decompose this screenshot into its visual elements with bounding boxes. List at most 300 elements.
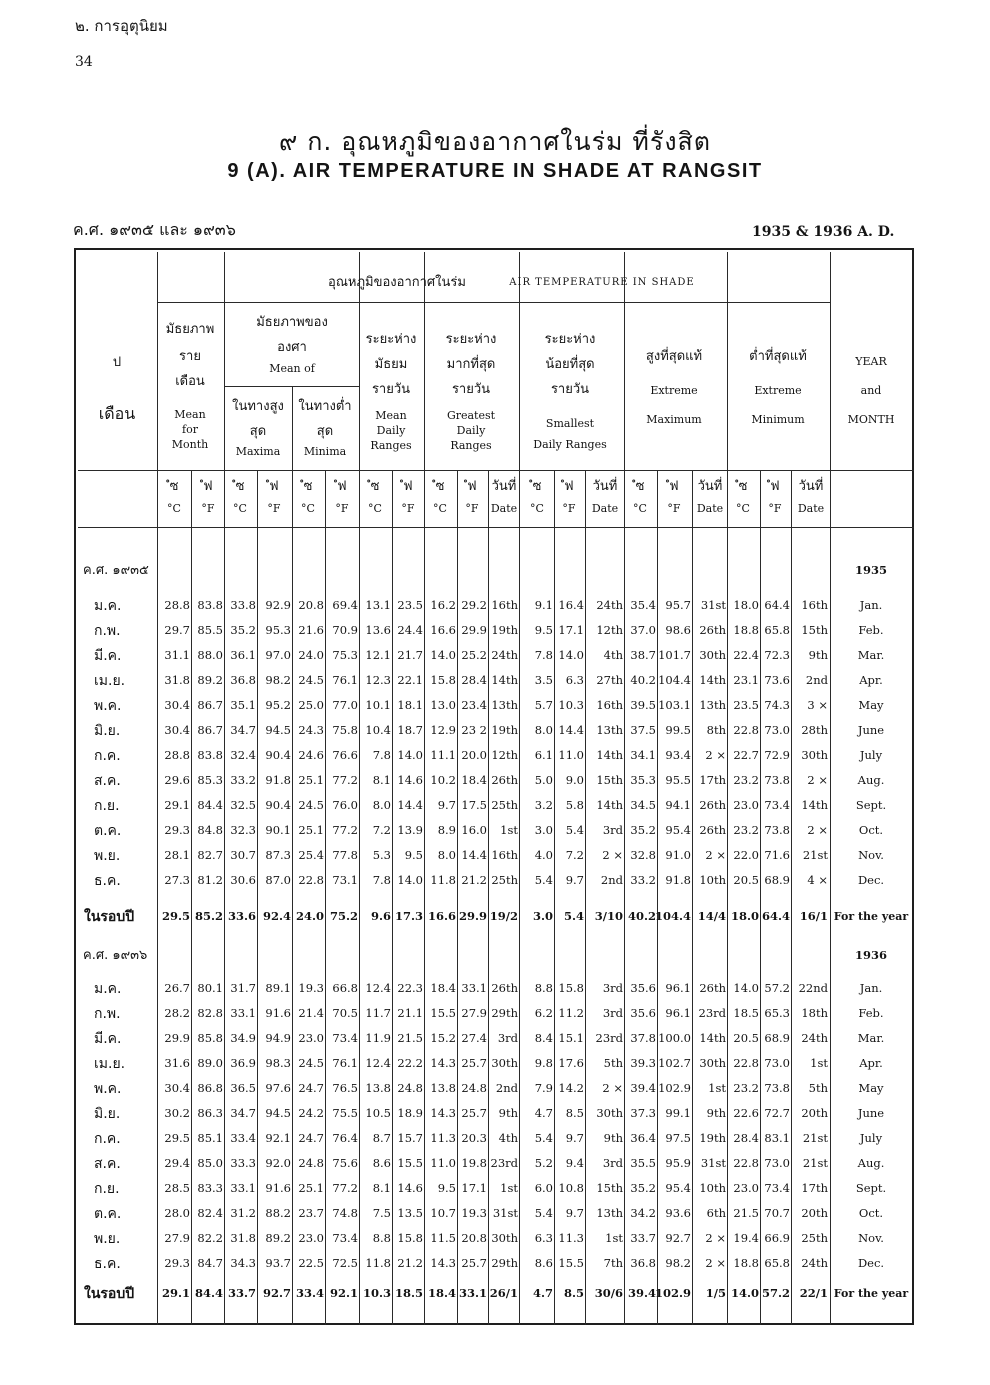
unit-label-thai: ํฟ	[669, 479, 679, 494]
table-cell: 8.5	[563, 1286, 584, 1300]
table-cell: 73.0	[764, 1156, 790, 1170]
table-cell: 90.4	[265, 798, 291, 812]
table-cell: 36.8	[230, 673, 256, 687]
table-cell: 22nd	[798, 981, 828, 995]
table-cell: 14th	[699, 1031, 726, 1045]
table-cell: 9.5	[437, 1181, 456, 1195]
column-header-label: Maxima	[235, 445, 281, 458]
column-rule	[157, 252, 158, 1325]
table-cell: 33.3	[230, 1156, 256, 1170]
table-cell: 74.8	[332, 1206, 358, 1220]
table-cell: 36.1	[230, 648, 256, 662]
unit-label: °F	[401, 502, 415, 515]
table-cell: 22.5	[298, 1256, 324, 1270]
table-cell: 77.8	[332, 848, 358, 862]
table-cell: 94.1	[665, 798, 691, 812]
table-cell: 7th	[603, 1256, 623, 1270]
table-cell: 83.8	[197, 598, 223, 612]
table-cell: 32.8	[630, 848, 656, 862]
table-cell: 77.2	[332, 1181, 358, 1195]
table-cell: 28.2	[164, 1006, 190, 1020]
month-label-thai: ธ.ค.	[94, 1256, 121, 1272]
table-cell: 7.2	[565, 848, 584, 862]
table-cell: 13.9	[397, 823, 423, 837]
table-cell: 16th	[801, 598, 828, 612]
table-cell: 73.8	[764, 1081, 790, 1095]
table-cell: 18.0	[733, 598, 759, 612]
table-cell: 5.8	[565, 798, 584, 812]
table-cell: 16/1	[799, 909, 828, 923]
table-cell: 71.6	[764, 848, 790, 862]
table-cell: 10th	[699, 1181, 726, 1195]
table-cell: 18.7	[397, 723, 423, 737]
table-cell: 91.0	[665, 848, 691, 862]
column-rule	[791, 470, 792, 1325]
table-cell: 23.2	[733, 773, 759, 787]
table-cell: 34.7	[230, 1106, 256, 1120]
table-cell: 24.5	[298, 1056, 324, 1070]
table-cell: 9.7	[565, 1131, 584, 1145]
column-header-label: มัธยม	[374, 357, 408, 372]
row-rule	[224, 386, 359, 387]
years-label-english: 1935 & 1936 A. D.	[752, 224, 895, 240]
column-header-label: ระยะห่าง	[365, 332, 417, 347]
table-cell: 72.5	[332, 1256, 358, 1270]
table-cell: 39.4	[630, 1081, 656, 1095]
table-cell: 30.7	[230, 848, 256, 862]
month-label-english: Feb.	[858, 1006, 884, 1020]
table-cell: 24th	[596, 598, 623, 612]
table-cell: 76.6	[332, 748, 358, 762]
unit-label-thai: วันที่	[592, 479, 618, 494]
column-header-label: ระยะห่าง	[445, 332, 497, 347]
table-cell: 2 ×	[705, 1231, 726, 1245]
table-cell: 24.4	[397, 623, 423, 637]
table-cell: 30th	[491, 1231, 518, 1245]
table-cell: 34.5	[630, 798, 656, 812]
unit-label: °F	[335, 502, 349, 515]
table-cell: 83.8	[197, 748, 223, 762]
table-cell: 27.9	[461, 1006, 487, 1020]
table-cell: 17th	[699, 773, 726, 787]
data-table	[74, 248, 914, 1325]
table-cell: 25th	[491, 798, 518, 812]
table-cell: 8th	[706, 723, 726, 737]
table-cell: 24.0	[298, 648, 324, 662]
table-cell: 83.1	[764, 1131, 790, 1145]
column-header-label: for	[182, 423, 198, 436]
table-cell: 73.4	[332, 1031, 358, 1045]
unit-label: °C	[233, 502, 247, 515]
table-cell: 91.6	[265, 1181, 291, 1195]
table-cell: 31.7	[230, 981, 256, 995]
column-header-label: ระยะห่าง	[544, 332, 596, 347]
table-cell: 29.1	[164, 798, 190, 812]
table-cell: 24th	[801, 1031, 828, 1045]
column-header-label: องศา	[277, 340, 307, 355]
table-cell: 24.2	[298, 1106, 324, 1120]
table-cell: 16.6	[430, 623, 456, 637]
table-cell: 84.7	[197, 1256, 223, 1270]
table-cell: 6.3	[534, 1231, 553, 1245]
table-cell: 33.1	[461, 981, 487, 995]
table-cell: 7.2	[372, 823, 391, 837]
table-cell: 2 ×	[807, 773, 828, 787]
table-cell: 8.8	[372, 1231, 391, 1245]
table-cell: 88.0	[197, 648, 223, 662]
table-cell: 3rd	[602, 823, 623, 837]
table-cell: 82.7	[197, 848, 223, 862]
table-cell: 86.7	[197, 698, 223, 712]
table-cell: 5.2	[534, 1156, 553, 1170]
table-cell: 1/5	[705, 1286, 726, 1300]
table-cell: 76.0	[332, 798, 358, 812]
table-cell: 92.7	[262, 1286, 291, 1300]
table-cell: 30th	[596, 1106, 623, 1120]
table-cell: 26th	[491, 981, 518, 995]
column-rule	[585, 470, 586, 1325]
month-label-thai: ก.ค.	[94, 748, 121, 764]
unit-label: °C	[433, 502, 447, 515]
table-cell: 9.6	[370, 909, 391, 923]
table-cell: 85.2	[194, 909, 223, 923]
table-cell: 30.4	[164, 698, 190, 712]
table-cell: 29.9	[164, 1031, 190, 1045]
month-label-english: Dec.	[857, 873, 885, 887]
table-cell: 73.0	[764, 1056, 790, 1070]
unit-label: °C	[301, 502, 315, 515]
super-header-thai: อุณหภูมิของอากาศในร่ม	[328, 275, 466, 290]
table-cell: 3rd	[602, 981, 623, 995]
column-header-label: Minima	[303, 445, 347, 458]
table-cell: 11.8	[430, 873, 456, 887]
table-cell: 24th	[491, 648, 518, 662]
table-cell: 34.2	[630, 1206, 656, 1220]
table-cell: 94.5	[265, 1106, 291, 1120]
column-header-label: Extreme	[754, 384, 802, 397]
month-label-thai: พ.ย.	[94, 1231, 121, 1247]
table-cell: 15.8	[558, 981, 584, 995]
month-label-english: July	[859, 1131, 883, 1145]
table-cell: 35.2	[230, 623, 256, 637]
table-cell: 29.3	[164, 823, 190, 837]
table-cell: 80.1	[197, 981, 223, 995]
table-cell: 16.0	[461, 823, 487, 837]
month-label-english: Sept.	[855, 798, 887, 812]
column-header-label: สุด	[316, 424, 334, 439]
table-cell: 30.6	[230, 873, 256, 887]
table-cell: 34.1	[630, 748, 656, 762]
table-cell: 18.9	[397, 1106, 423, 1120]
month-label-english: May	[858, 1081, 884, 1095]
table-cell: 30th	[699, 1056, 726, 1070]
table-cell: 23 2	[461, 723, 487, 737]
table-cell: 102.9	[654, 1286, 691, 1300]
unit-label-thai: ํฟ	[203, 479, 213, 494]
table-cell: 17.1	[461, 1181, 487, 1195]
column-header-label: ราย	[179, 349, 201, 364]
month-label-english: Aug.	[857, 1156, 885, 1170]
table-cell: 38.7	[630, 648, 656, 662]
table-cell: 31st	[492, 1206, 518, 1220]
month-label-thai: ในรอบปี	[84, 909, 135, 925]
table-cell: 4 ×	[807, 873, 828, 887]
table-cell: 73.0	[764, 723, 790, 737]
table-cell: 31st	[700, 1156, 726, 1170]
table-cell: 8.1	[372, 773, 391, 787]
table-cell: 69.4	[332, 598, 358, 612]
table-cell: 19th	[699, 1131, 726, 1145]
table-cell: 95.9	[665, 1156, 691, 1170]
column-header-label: ต่ำที่สุดแท้	[749, 349, 807, 364]
table-cell: 82.2	[197, 1231, 223, 1245]
unit-label-thai: ํฟ	[269, 479, 279, 494]
month-label-english: Apr.	[859, 1056, 883, 1070]
table-cell: 11.1	[430, 748, 456, 762]
table-cell: 57.2	[764, 981, 790, 995]
table-cell: 5.4	[565, 823, 584, 837]
table-cell: 76.1	[332, 673, 358, 687]
table-cell: 27.9	[164, 1231, 190, 1245]
column-header-label: มัธยภาพ	[165, 322, 215, 337]
table-cell: 20.5	[733, 1031, 759, 1045]
column-header-label: YEAR	[855, 355, 887, 368]
table-cell: 28.1	[164, 848, 190, 862]
table-cell: 11.2	[558, 1006, 584, 1020]
table-cell: 73.8	[764, 823, 790, 837]
column-header-label: Maximum	[646, 413, 702, 426]
table-cell: 31.8	[230, 1231, 256, 1245]
table-cell: 28th	[801, 723, 828, 737]
table-cell: 3rd	[602, 1006, 623, 1020]
column-header-label: Daily Ranges	[533, 438, 607, 451]
table-cell: 4.7	[532, 1286, 553, 1300]
table-cell: 14.0	[397, 748, 423, 762]
table-cell: 26/1	[489, 1286, 518, 1300]
table-cell: 91.8	[265, 773, 291, 787]
month-label-thai: ม.ค.	[94, 981, 122, 997]
table-cell: 33.2	[630, 873, 656, 887]
table-cell: 33.7	[630, 1231, 656, 1245]
table-cell: 15th	[596, 1181, 623, 1195]
column-header-label: มัธยภาพของ	[256, 315, 328, 330]
table-cell: 22.0	[733, 848, 759, 862]
table-cell: 75.2	[329, 909, 358, 923]
month-label-english: Mar.	[857, 1031, 885, 1045]
month-label-thai: ก.ย.	[94, 798, 120, 814]
table-cell: 8.0	[534, 723, 553, 737]
column-rule	[359, 252, 360, 1325]
column-rule	[554, 470, 555, 1325]
table-cell: 36.8	[630, 1256, 656, 1270]
unit-label: Date	[696, 502, 724, 515]
table-cell: 77.2	[332, 823, 358, 837]
column-rule	[191, 470, 192, 1325]
table-cell: 22.8	[733, 1156, 759, 1170]
table-cell: 95.7	[665, 598, 691, 612]
table-cell: 33.6	[227, 909, 256, 923]
unit-label: °C	[530, 502, 544, 515]
table-cell: 30.2	[164, 1106, 190, 1120]
column-rule	[424, 252, 425, 1325]
table-cell: 3.2	[534, 798, 553, 812]
table-cell: 7.8	[372, 873, 391, 887]
table-cell: 7.8	[534, 648, 553, 662]
month-label-english: July	[859, 748, 883, 762]
table-cell: 9th	[706, 1106, 726, 1120]
table-title-english: 9 (A). AIR TEMPERATURE IN SHADE AT RANGSIT	[227, 160, 763, 182]
unit-label: °C	[368, 502, 382, 515]
table-cell: 89.2	[197, 673, 223, 687]
table-cell: 3.0	[534, 823, 553, 837]
column-header-label: มากที่สุด	[446, 357, 496, 372]
table-cell: 15.8	[430, 673, 456, 687]
table-cell: 89.1	[265, 981, 291, 995]
month-label-english: Apr.	[859, 673, 883, 687]
table-cell: 14th	[491, 673, 518, 687]
table-cell: 97.6	[265, 1081, 291, 1095]
table-cell: 9.5	[404, 848, 423, 862]
table-cell: 23.0	[733, 1181, 759, 1195]
table-cell: 29th	[491, 1006, 518, 1020]
column-header-label: Ranges	[450, 439, 492, 452]
table-cell: 29th	[491, 1256, 518, 1270]
table-cell: 9th	[603, 1131, 623, 1145]
table-cell: 12th	[491, 748, 518, 762]
table-cell: 77.2	[332, 773, 358, 787]
table-cell: 87.3	[265, 848, 291, 862]
table-cell: 33.4	[295, 1286, 324, 1300]
month-label-thai: พ.ค.	[94, 698, 122, 714]
table-cell: 9.4	[565, 1156, 584, 1170]
table-cell: 102.9	[658, 1081, 691, 1095]
table-cell: 18.8	[733, 623, 759, 637]
table-cell: 72.3	[764, 648, 790, 662]
table-cell: 20.8	[298, 598, 324, 612]
column-rule	[657, 470, 658, 1325]
table-cell: 34.7	[230, 723, 256, 737]
table-cell: 104.4	[654, 909, 691, 923]
table-cell: 5.4	[534, 1131, 553, 1145]
month-label-english: Aug.	[857, 773, 885, 787]
table-cell: 86.7	[197, 723, 223, 737]
table-cell: 73.1	[332, 873, 358, 887]
table-cell: 8.9	[437, 823, 456, 837]
table-cell: 32.5	[230, 798, 256, 812]
table-cell: 14th	[801, 798, 828, 812]
table-cell: 102.7	[658, 1056, 691, 1070]
table-cell: 23rd	[698, 1006, 726, 1020]
table-cell: 100.0	[658, 1031, 691, 1045]
table-cell: 17.5	[461, 798, 487, 812]
table-cell: 23.7	[298, 1206, 324, 1220]
table-cell: 18.4	[427, 1286, 456, 1300]
table-cell: 19.4	[733, 1231, 759, 1245]
table-cell: 25.0	[298, 698, 324, 712]
table-cell: 13th	[596, 1206, 623, 1220]
table-cell: 25.1	[298, 1181, 324, 1195]
table-cell: 37.0	[630, 623, 656, 637]
table-cell: 101.7	[658, 648, 691, 662]
table-cell: 76.4	[332, 1131, 358, 1145]
table-cell: 35.6	[630, 1006, 656, 1020]
table-cell: 25.2	[461, 648, 487, 662]
month-label-thai: ต.ค.	[94, 1206, 122, 1222]
column-header-label: รายวัน	[371, 382, 411, 397]
month-label-thai: ส.ค.	[94, 773, 121, 789]
table-cell: 25.7	[461, 1256, 487, 1270]
column-rule	[257, 470, 258, 1325]
running-head: ๒. การอุตุนิยม	[75, 17, 168, 35]
table-cell: 36.5	[230, 1081, 256, 1095]
table-cell: 33.7	[227, 1286, 256, 1300]
table-cell: 11.0	[558, 748, 584, 762]
table-cell: 26th	[699, 981, 726, 995]
table-cell: 16th	[491, 848, 518, 862]
table-cell: 5th	[808, 1081, 828, 1095]
table-cell: 22.4	[733, 648, 759, 662]
table-cell: 10.3	[558, 698, 584, 712]
table-cell: 1st	[605, 1231, 623, 1245]
table-cell: 2 ×	[807, 823, 828, 837]
column-header-label: Mean	[174, 408, 206, 421]
table-cell: 3rd	[497, 1031, 518, 1045]
table-cell: 14.0	[730, 1286, 759, 1300]
column-rule	[519, 252, 520, 1325]
table-cell: 33.8	[230, 598, 256, 612]
section-year-thai: ค.ศ. ๑๙๓๕	[83, 563, 149, 578]
table-cell: 29.5	[161, 909, 190, 923]
unit-label: °F	[667, 502, 681, 515]
table-cell: 14.0	[397, 873, 423, 887]
row-rule	[78, 470, 914, 471]
table-cell: 15.7	[397, 1131, 423, 1145]
table-cell: 31st	[700, 598, 726, 612]
table-cell: 14.0	[430, 648, 456, 662]
table-cell: 29.6	[164, 773, 190, 787]
table-cell: 5th	[603, 1056, 623, 1070]
table-cell: 10th	[699, 873, 726, 887]
table-cell: 35.1	[230, 698, 256, 712]
table-cell: 32.3	[230, 823, 256, 837]
table-cell: 14.2	[558, 1081, 584, 1095]
unit-label-thai: ํซ	[303, 479, 313, 494]
table-cell: 98.2	[265, 673, 291, 687]
month-label-thai: ก.ย.	[94, 1181, 120, 1197]
table-cell: 30.4	[164, 1081, 190, 1095]
table-cell: 18th	[801, 1006, 828, 1020]
month-label-english: Nov.	[858, 1231, 884, 1245]
table-cell: 11.5	[430, 1231, 456, 1245]
table-cell: 82.8	[197, 1006, 223, 1020]
table-cell: 21.2	[397, 1256, 423, 1270]
table-cell: 15.8	[397, 1231, 423, 1245]
table-cell: 92.1	[329, 1286, 358, 1300]
table-cell: 30th	[699, 648, 726, 662]
section-year-english: 1936	[854, 948, 888, 962]
table-cell: 15.5	[558, 1256, 584, 1270]
table-cell: 13th	[699, 698, 726, 712]
table-cell: 15th	[596, 773, 623, 787]
month-label-english: June	[857, 723, 885, 737]
month-label-thai: พ.ค.	[94, 1081, 122, 1097]
table-cell: 23.5	[397, 598, 423, 612]
table-cell: 10.8	[558, 1181, 584, 1195]
table-cell: 75.8	[332, 723, 358, 737]
table-cell: 21st	[802, 1156, 828, 1170]
table-cell: 22.2	[397, 1056, 423, 1070]
table-cell: 23.0	[733, 798, 759, 812]
